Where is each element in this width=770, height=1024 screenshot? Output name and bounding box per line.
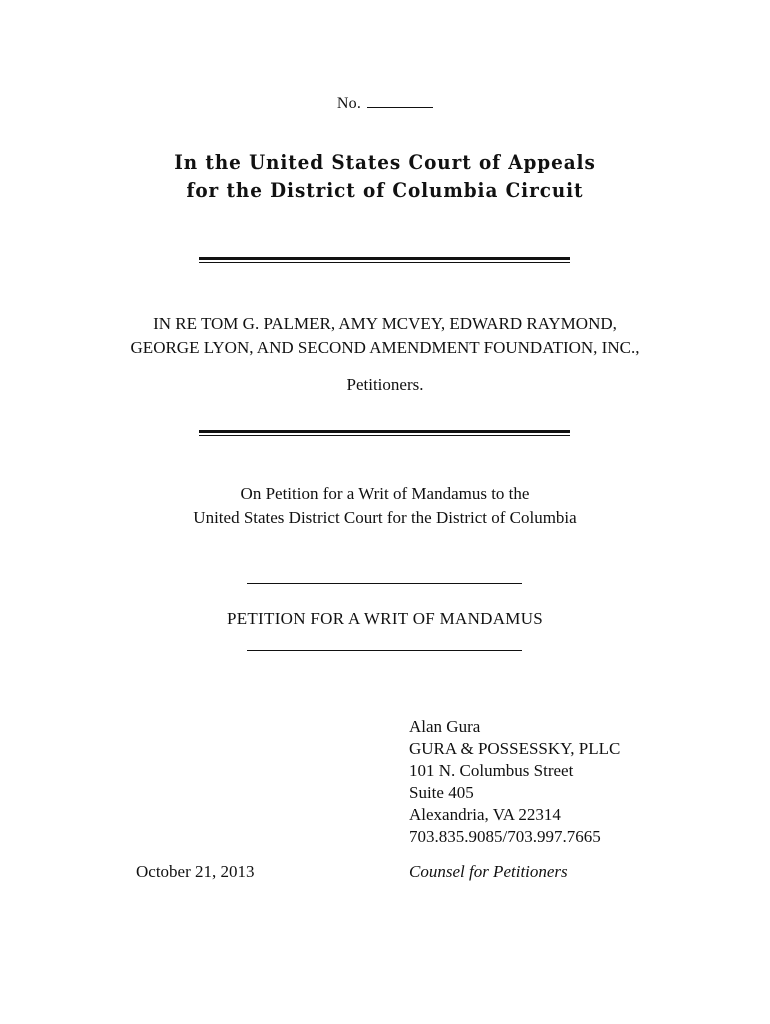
docket-label: No. bbox=[336, 95, 362, 112]
court-name-line-1: In the United States Court of Appeals bbox=[174, 150, 596, 174]
party-designation: Petitioners. bbox=[346, 375, 424, 394]
counsel-address-line-2: Suite 405 bbox=[409, 783, 474, 802]
counsel-name: Alan Gura bbox=[409, 717, 481, 736]
title-rule-top bbox=[247, 583, 522, 584]
caption-line-1: IN RE TOM G. PALMER, AMY MCVEY, EDWARD RAYMOND, bbox=[153, 314, 617, 333]
docket-number bbox=[0, 93, 770, 113]
document-title: PETITION FOR A WRIT OF MANDAMUS bbox=[226, 609, 544, 628]
caption-line-2: GEORGE LYON, AND SECOND AMENDMENT FOUNDATION, INC., bbox=[130, 338, 640, 357]
proceeding-line-1: On Petition for a Writ of Mandamus to the bbox=[240, 484, 530, 503]
filing-date: October 21, 2013 bbox=[136, 862, 255, 881]
counsel-address-line-1: 101 N. Columbus Street bbox=[409, 761, 574, 780]
counsel-firm: GURA & POSSESSKY, PLLC bbox=[409, 739, 621, 758]
counsel-city: Alexandria, VA 22314 bbox=[409, 805, 561, 824]
court-name-line-2: for the District of Columbia Circuit bbox=[186, 178, 584, 202]
counsel-role: Counsel for Petitioners bbox=[409, 862, 568, 881]
double-rule-top bbox=[199, 257, 570, 263]
docket-blank-line bbox=[367, 93, 433, 108]
counsel-phone: 703.835.9085/703.997.7665 bbox=[409, 827, 601, 846]
counsel-block bbox=[409, 716, 620, 848]
proceeding-line-2: United States District Court for the District of Columbia bbox=[193, 508, 577, 527]
title-rule-bottom bbox=[247, 650, 522, 651]
double-rule-bottom bbox=[199, 430, 570, 436]
